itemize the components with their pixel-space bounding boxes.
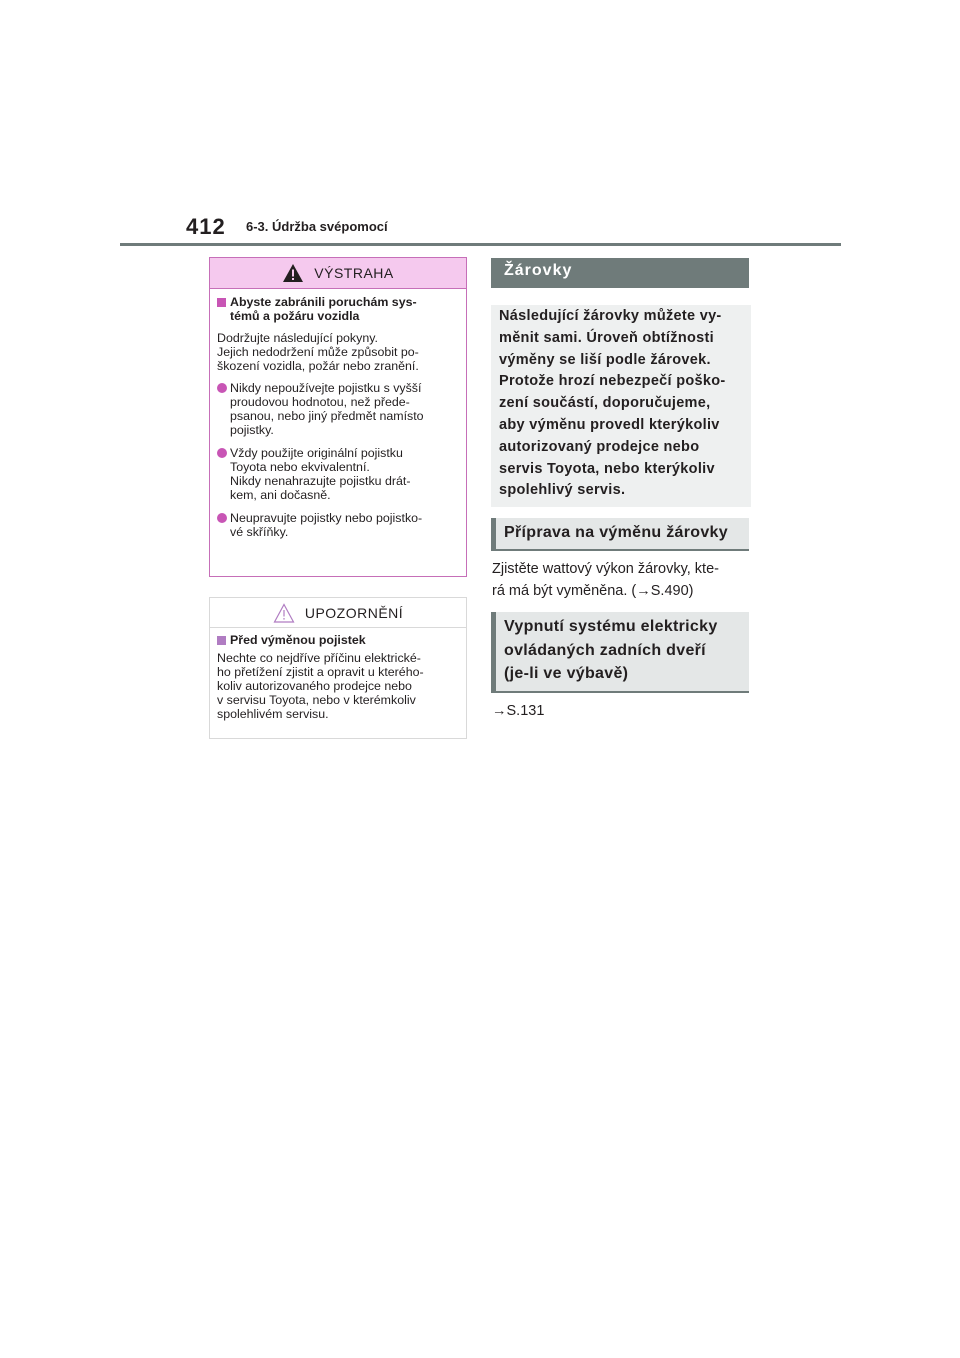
caution-paragraph: Nechte co nejdříve příčinu elektrické- ho přetížení zjistit a opravit u kterého- koliv autorizovaného prodejce nebo v servisu Toyota, nebo v kterémkoliv spolehlivém servisu. [217,651,424,721]
warning-bullet: Neupravujte pojistky nebo pojistko- vé skříňky. [217,511,458,539]
intro-line: Protože hrozí nebezpečí poško- [499,373,726,390]
caution-title: UPOZORNĚNÍ [304,604,404,621]
intro-line: autorizovaný prodejce nebo [499,438,700,455]
warning-title: VÝSTRAHA [314,265,394,281]
warning-heading: Abyste zabránili poruchám sys- témů a požáru vozidla [217,295,458,323]
caution-header [210,598,466,628]
warning-triangle-icon [282,263,304,283]
warning-bullet: Vždy použijte originální pojistku Toyota nebo ekvivalentní. Nikdy nenahrazujte pojistku drát- kem, ani dočasně. [217,446,458,502]
main-heading: Žárovky [491,258,749,288]
warning-header [210,258,466,289]
bulb-prep-text: Zjistěte wattový výkon žárovky, kte- rá má být vyměněna. (→S.490) [492,561,719,599]
section-title: 6-3. Údržba svépomocí [246,219,388,234]
warning-box [209,257,467,577]
intro-line: Následující žárovky můžete vy- [499,308,722,324]
intro-text [499,305,737,502]
caution-triangle-icon [273,603,295,623]
bullet-dot-icon [217,513,227,523]
intro-line: servis Toyota, nebo kterýkoliv [499,460,715,477]
power-door-reference: →S.131 [492,703,545,719]
intro-line: spolehlivý servis. [499,482,626,499]
page-number: 412 [186,214,226,239]
intro-line: měnit sami. Úroveň obtížnosti [499,329,714,346]
caution-box [209,597,467,739]
subheading-bulb-prep: Příprava na výměnu žárovky [491,518,749,551]
bullet-dot-icon [217,383,227,393]
square-bullet-icon [217,298,226,307]
bullet-dot-icon [217,448,227,458]
caution-heading: Před výměnou pojistek [217,633,458,647]
intro-line: aby výměnu provedl kterýkoliv [499,416,720,433]
square-bullet-icon [217,636,226,645]
intro-line: výměny se liší podle žárovek. [499,351,711,368]
subheading-power-door: Vypnutí systému elektricky ovládaných zadních dveří (je-li ve výbavě) [491,612,749,693]
intro-box [491,305,751,507]
warning-paragraph: Dodržujte následující pokyny. Jejich nedodržení může způsobit po- škození vozidla, požár nebo zranění. [217,331,419,373]
warning-bullet: Nikdy nepoužívejte pojistku s vyšší proudovou hodnotou, než přede- psanou, nebo jiný předmět namísto pojistky. [217,381,458,437]
intro-line: zení součástí, doporučujeme, [499,395,711,412]
header-divider [120,243,841,246]
